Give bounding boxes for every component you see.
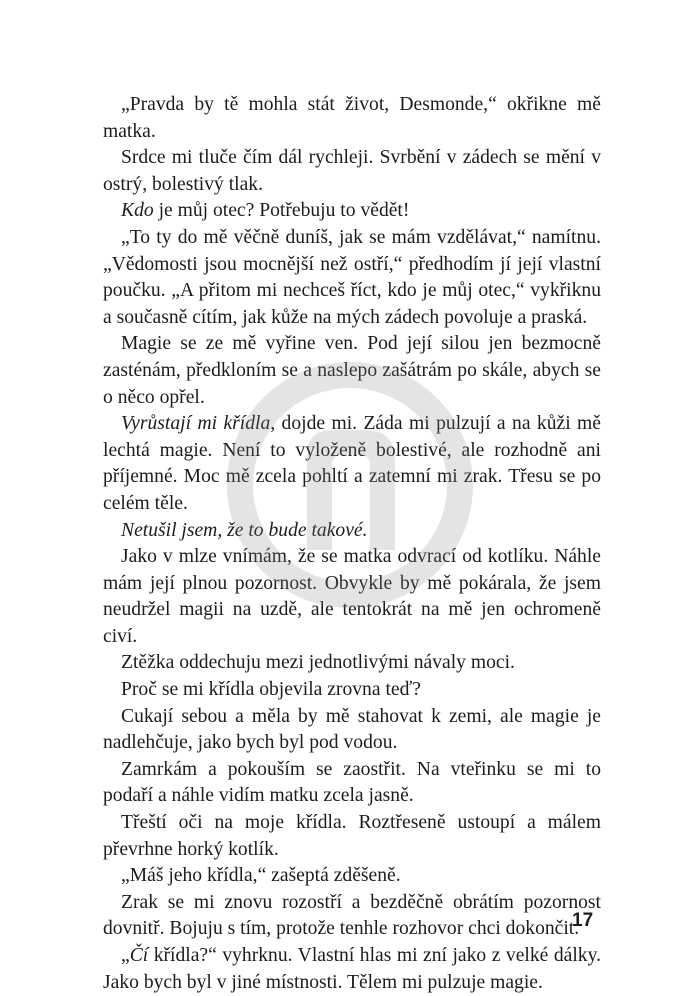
text-run: Třeští oči na moje křídla. Roztřeseně ustoupí a málem převrhne horký kotlík.	[103, 812, 601, 860]
text-run: „	[121, 945, 130, 966]
text-run: Magie se ze mě vyřine ven. Pod její silou jen bezmocně zasténám, předkloním se a naslepo zašátrám po skále, abych se o něco opřel.	[103, 333, 601, 408]
text-run: dojde mi. Záda mi pulzují a na kůži mě lechtá magie. Není to vyloženě bolestivé, ale rozhodně ani příjemné. Moc mě zcela pohltí a zatemní mi zrak. Třesu se po celém těle.	[103, 413, 601, 514]
paragraph	[103, 225, 601, 331]
paragraph	[103, 943, 601, 996]
text-run: Srdce mi tluče čím dál rychleji. Svrbění v zádech se mění v ostrý, bolestivý tlak.	[103, 147, 601, 195]
paragraph	[103, 890, 601, 943]
text-run: Zrak se mi znovu rozostří a bezděčně obrátím pozornost dovnitř. Bojuju s tím, protože tenhle rozhovor chci dokončit.	[103, 891, 601, 940]
paragraph	[103, 544, 601, 650]
paragraph	[103, 677, 601, 704]
paragraph	[103, 757, 601, 810]
text-run: Zamrkám a pokouším se zaostřit. Na vteřinku se mi to podaří a náhle vidím matku zcela jasně.	[103, 758, 601, 807]
paragraph	[103, 863, 601, 890]
text-run: Ztěžka oddechuju mezi jednotlivými návaly moci.	[121, 652, 515, 674]
text-run: Proč se mi křídla objevila zrovna teď?	[121, 679, 421, 701]
paragraph	[103, 518, 601, 545]
text-run: „Pravda by tě mohla stát život, Desmonde,“ okřikne mě matka.	[103, 94, 601, 142]
paragraph	[103, 704, 601, 757]
italic-text: Čí	[129, 945, 149, 966]
italic-text: Netušil jsem, že to bude takové.	[121, 519, 368, 541]
page-number: 17	[572, 910, 594, 931]
italic-text: Kdo	[121, 200, 154, 222]
text-run: je můj otec? Potřebuju to vědět!	[153, 200, 410, 222]
italic-text: Vyrůstají mi křídla,	[121, 413, 276, 435]
paragraph	[103, 145, 601, 198]
paragraph	[103, 198, 601, 225]
body-text	[103, 92, 601, 996]
paragraph	[103, 331, 601, 411]
paragraph	[103, 411, 601, 517]
text-run: křídla?“ vyhrknu. Vlastní hlas mi zní jako z velké dálky. Jako bych byl v jiné místnosti. Tělem mi pulzuje magie.	[103, 945, 601, 993]
text-run: Cukají sebou a měla by mě stahovat k zemi, ale magie je nadlehčuje, jako bych byl pod vodou.	[103, 705, 601, 754]
paragraph	[103, 810, 601, 863]
paragraph	[103, 92, 601, 145]
text-run: „To ty do mě věčně duníš, jak se mám vzdělávat,“ namítnu. „Vědomosti jsou mocnější než ostří,“ předhodím jí její vlastní poučku. „A přitom mi nechceš říct, kdo je můj otec,“ vykřiknu a současně cítím, jak kůže na mých zádech povoluje a praská.	[103, 226, 601, 328]
text-run: Jako v mlze vnímám, že se matka odvrací od kotlíku. Náhle mám její plnou pozornost. Obvykle by mě pokárala, že jsem neudržel magii na uzdě, ale tentokrát na mě jen ochromeně civí.	[103, 546, 601, 647]
text-run: „Máš jeho křídla,“ zašeptá zděšeně.	[121, 865, 401, 887]
paragraph	[103, 650, 601, 677]
